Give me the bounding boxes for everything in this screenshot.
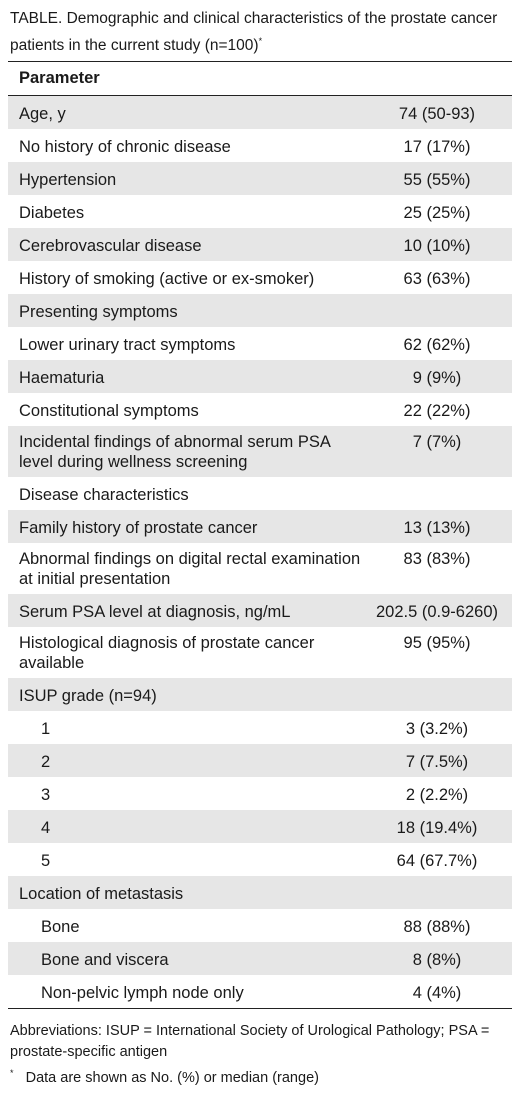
caption-label: TABLE. — [10, 10, 63, 27]
table-row — [8, 876, 512, 909]
table-row — [8, 711, 512, 744]
table-row — [8, 327, 512, 360]
row-label: Incidental findings of abnormal serum PSA level during wellness screening — [19, 433, 330, 471]
row-value — [368, 485, 512, 510]
table-row — [8, 162, 512, 195]
table-row — [8, 543, 512, 594]
characteristics-table — [8, 61, 512, 1009]
footnote — [10, 1063, 510, 1089]
row-label: Non-pelvic lymph node only — [41, 984, 244, 1002]
row-label: Serum PSA level at diagnosis, ng/mL — [19, 603, 291, 621]
row-label: Cerebrovascular disease — [19, 237, 202, 255]
row-label: 3 — [41, 786, 51, 804]
row-label: Diabetes — [19, 204, 85, 222]
table-row — [8, 975, 512, 1008]
row-label: 5 — [41, 852, 51, 870]
table-row — [8, 294, 512, 327]
row-label: Disease characteristics — [19, 486, 189, 504]
footnote-text: Data are shown as No. (%) or median (range) — [25, 1069, 319, 1086]
row-value — [368, 686, 512, 711]
table-caption — [10, 8, 510, 57]
row-value: 74 (50-93) — [398, 105, 476, 123]
row-label: 2 — [41, 753, 51, 771]
row-label: 4 — [41, 819, 51, 837]
table-row — [8, 777, 512, 810]
row-value: 202.5 (0.9-6260) — [375, 603, 498, 621]
row-value: 22 (22%) — [403, 402, 471, 420]
table-row — [8, 594, 512, 627]
row-value — [368, 884, 512, 909]
row-label: Bone and viscera — [41, 951, 169, 969]
row-value: 7 (7%) — [412, 433, 462, 451]
row-value: 17 (17%) — [403, 138, 471, 156]
table-header: Parameter — [8, 62, 512, 96]
row-label: Abnormal findings on digital rectal examination at initial presentation — [19, 550, 361, 588]
row-label: 1 — [41, 720, 51, 738]
row-value: 10 (10%) — [403, 237, 471, 255]
table-row — [8, 426, 512, 477]
row-value: 2 (2.2%) — [405, 786, 469, 804]
table-body — [8, 96, 512, 1008]
row-value: 62 (62%) — [403, 336, 471, 354]
row-value: 25 (25%) — [403, 204, 471, 222]
row-label: Family history of prostate cancer — [19, 519, 258, 537]
row-label: Lower urinary tract symptoms — [19, 336, 236, 354]
row-label: Location of metastasis — [19, 885, 184, 903]
row-value: 88 (88%) — [403, 918, 471, 936]
row-value: 7 (7.5%) — [405, 753, 469, 771]
table-row — [8, 510, 512, 543]
row-label: No history of chronic disease — [19, 138, 231, 156]
row-label: Haematuria — [19, 369, 105, 387]
row-value: 4 (4%) — [412, 984, 462, 1002]
row-value: 63 (63%) — [403, 270, 471, 288]
table-row — [8, 360, 512, 393]
row-label: Age, y — [19, 105, 66, 123]
row-value: 13 (13%) — [403, 519, 471, 537]
table-row — [8, 195, 512, 228]
abbreviations-note: Abbreviations: ISUP = International Society of Urological Pathology; PSA = prostate-specific antigen — [10, 1023, 490, 1060]
row-label: Constitutional symptoms — [19, 402, 199, 420]
footnote-marker: * — [10, 1068, 14, 1078]
row-value — [368, 302, 512, 327]
row-value: 18 (19.4%) — [396, 819, 478, 837]
table-row — [8, 96, 512, 129]
caption-text: Demographic and clinical characteristics of the prostate cancer patients in the current study (n=100) — [10, 10, 498, 55]
table-row — [8, 942, 512, 975]
row-value: 3 (3.2%) — [405, 720, 469, 738]
row-label: Hypertension — [19, 171, 117, 189]
row-label: Bone — [41, 918, 80, 936]
row-value: 95 (95%) — [403, 634, 471, 652]
table-row — [8, 810, 512, 843]
row-label: Presenting symptoms — [19, 303, 178, 321]
row-label: ISUP grade (n=94) — [19, 687, 157, 705]
row-value: 55 (55%) — [403, 171, 471, 189]
caption-marker: * — [258, 36, 263, 46]
table-row — [8, 627, 512, 678]
table-row — [8, 477, 512, 510]
table-row — [8, 261, 512, 294]
table-row — [8, 393, 512, 426]
row-label: Histological diagnosis of prostate cancer available — [19, 634, 315, 672]
table-row — [8, 228, 512, 261]
table-row — [8, 843, 512, 876]
row-value: 8 (8%) — [412, 951, 462, 969]
row-value: 64 (67.7%) — [396, 852, 478, 870]
row-label: History of smoking (active or ex-smoker) — [19, 270, 315, 288]
table-row — [8, 678, 512, 711]
table-row — [8, 129, 512, 162]
table-notes — [10, 1021, 510, 1089]
table-row — [8, 909, 512, 942]
row-value: 83 (83%) — [403, 550, 471, 568]
table-row — [8, 744, 512, 777]
row-value: 9 (9%) — [412, 369, 462, 387]
